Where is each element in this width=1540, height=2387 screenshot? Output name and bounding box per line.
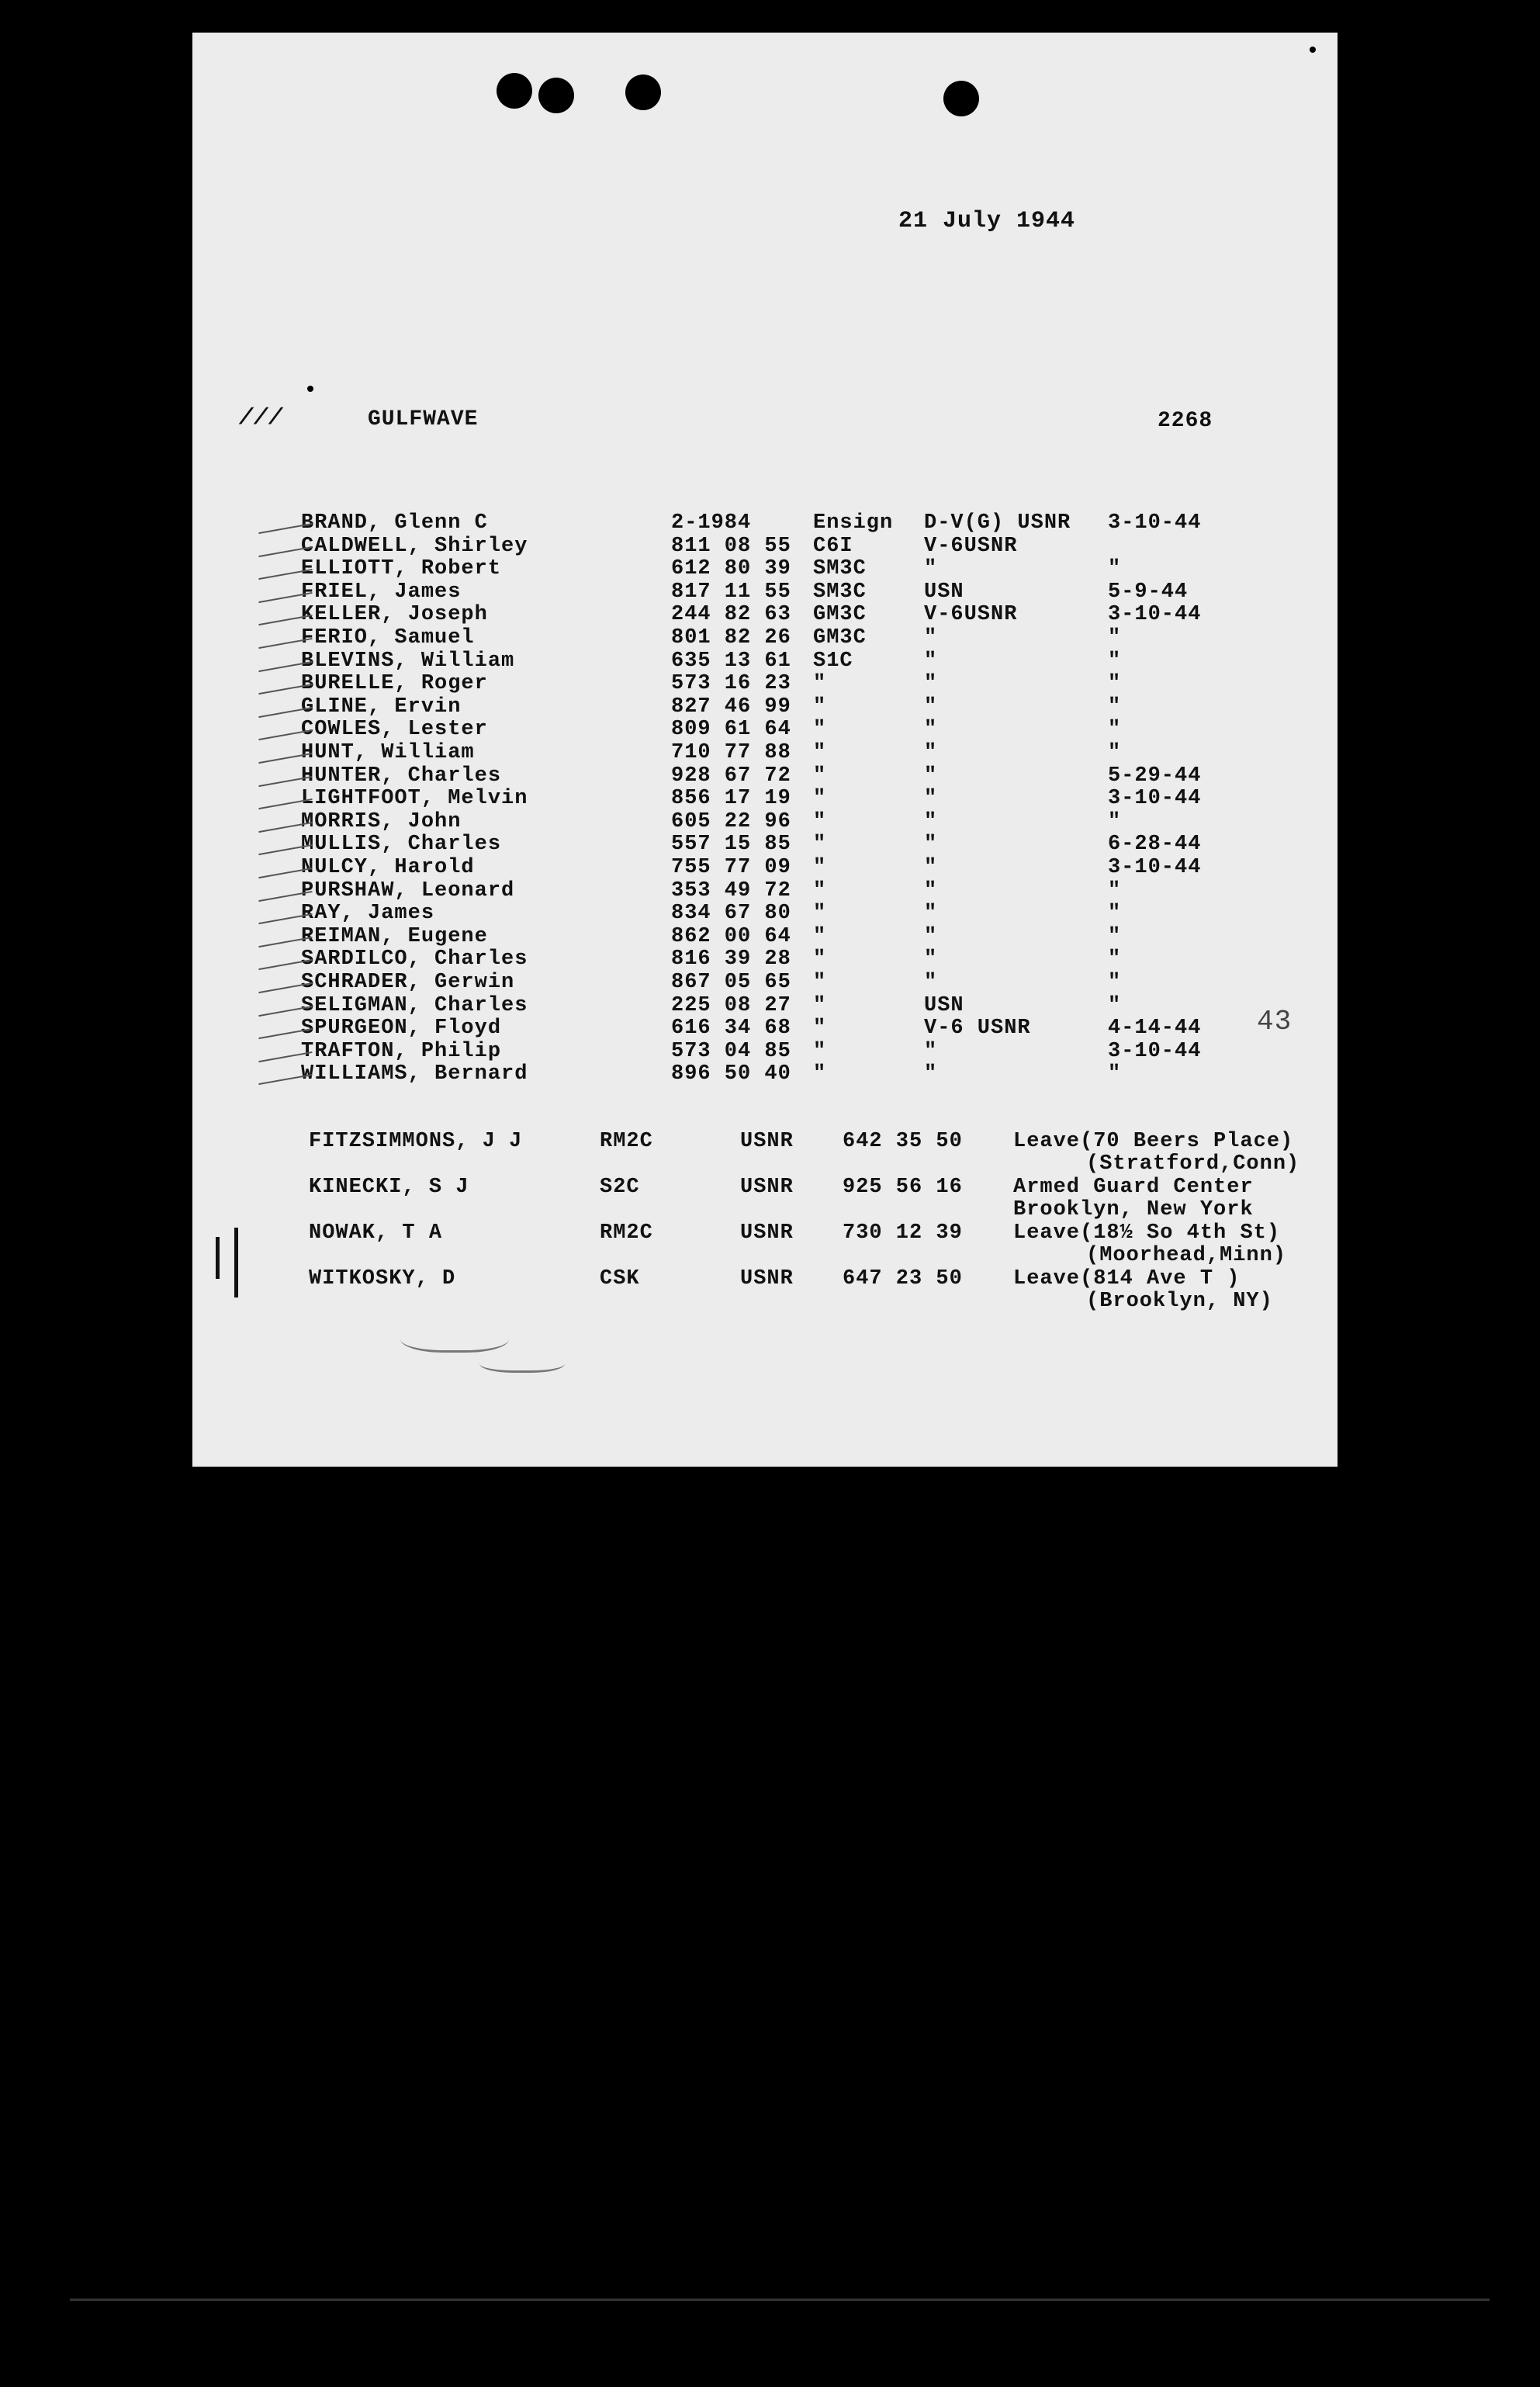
roster-service: ": [924, 764, 938, 788]
roster-rate: SM3C: [813, 557, 867, 581]
roster-name: PURSHAW, Leonard: [301, 878, 515, 902]
roster-date: ": [1108, 878, 1122, 902]
transfer-service: USNR: [740, 1221, 794, 1245]
film-edge: [70, 2299, 1490, 2301]
roster-service: ": [924, 924, 938, 948]
roster-service: ": [924, 809, 938, 833]
roster-row: [192, 995, 1338, 1017]
roster-rate: ": [813, 741, 827, 764]
transfer-service: USNR: [740, 1267, 794, 1291]
roster-service-number: 353 49 72: [671, 878, 791, 902]
transfer-name: KINECKI, S J: [309, 1176, 469, 1199]
roster-date: 3-10-44: [1108, 603, 1202, 627]
roster-date: 3-10-44: [1108, 856, 1202, 879]
roster-name: RAY, James: [301, 902, 435, 926]
document-page: [192, 33, 1338, 1467]
roster-row: [192, 765, 1338, 788]
roster-service-number: 573 04 85: [671, 1039, 791, 1063]
roster-name: CALDWELL, Shirley: [301, 534, 528, 558]
handwritten-initials: [400, 1319, 509, 1353]
roster-row: [192, 535, 1338, 558]
roster-name: COWLES, Lester: [301, 718, 488, 742]
roster-service-number: 244 82 63: [671, 603, 791, 627]
transfer-service: USNR: [740, 1176, 794, 1199]
roster-service: USN: [924, 580, 964, 604]
roster-date: ": [1108, 809, 1122, 833]
transfer-remark-line2: (Stratford,Conn): [1086, 1152, 1300, 1176]
roster-row: [192, 811, 1338, 833]
roster-name: HUNTER, Charles: [301, 764, 502, 788]
roster-service-number: 896 50 40: [671, 1062, 791, 1086]
transfer-service-number: 642 35 50: [843, 1130, 963, 1153]
roster-service-number: 557 15 85: [671, 833, 791, 857]
roster-rate: S1C: [813, 649, 853, 673]
transfer-rate: S2C: [600, 1176, 640, 1199]
transfer-remark: Leave(70 Beers Place): [1013, 1130, 1294, 1153]
transfer-name: WITKOSKY, D: [309, 1267, 456, 1291]
transfer-service-number: 647 23 50: [843, 1267, 963, 1291]
roster-service-number: 605 22 96: [671, 809, 791, 833]
roster-row: [192, 926, 1338, 948]
roster-rate: GM3C: [813, 626, 867, 650]
roster-name: BRAND, Glenn C: [301, 511, 488, 535]
roster-service: ": [924, 1062, 938, 1086]
roster-service: V-6USNR: [924, 534, 1018, 558]
roster-service: ": [924, 1039, 938, 1063]
roster-rate: ": [813, 924, 827, 948]
roster-date: ": [1108, 741, 1122, 764]
speck: [1310, 47, 1316, 53]
roster-service: ": [924, 856, 938, 879]
roster-row: [192, 742, 1338, 764]
ship-name: GULFWAVE: [368, 407, 479, 431]
roster-service-number: 827 46 99: [671, 695, 791, 719]
roster-service: ": [924, 833, 938, 857]
speck: [307, 386, 313, 392]
roster-service: ": [924, 902, 938, 926]
document-number: 2268: [1158, 409, 1213, 433]
roster-date: 3-10-44: [1108, 1039, 1202, 1063]
roster-date: ": [1108, 557, 1122, 581]
roster-service-number: 635 13 61: [671, 649, 791, 673]
roster-date: ": [1108, 948, 1122, 972]
roster-rate: ": [813, 1039, 827, 1063]
page-number: 43: [1257, 1006, 1293, 1038]
roster-row: [192, 512, 1338, 535]
roster-rate: ": [813, 695, 827, 719]
transfer-service: USNR: [740, 1130, 794, 1153]
roster-service-number: 811 08 55: [671, 534, 791, 558]
roster-service-number: 755 77 09: [671, 856, 791, 879]
roster-service-number: 612 80 39: [671, 557, 791, 581]
roster-name: FERIO, Samuel: [301, 626, 475, 650]
roster-row: [192, 696, 1338, 719]
roster-rate: SM3C: [813, 580, 867, 604]
roster-service-number: 816 39 28: [671, 948, 791, 972]
roster-rate: ": [813, 833, 827, 857]
handwritten-initials: [479, 1350, 565, 1373]
roster-rate: ": [813, 993, 827, 1017]
roster-name: MORRIS, John: [301, 809, 462, 833]
roster-service-number: 856 17 19: [671, 787, 791, 811]
roster-row: [192, 650, 1338, 673]
roster-service-number: 867 05 65: [671, 971, 791, 994]
punch-hole-3: [625, 74, 661, 110]
roster-date: 4-14-44: [1108, 1017, 1202, 1041]
roster-service-number: 817 11 55: [671, 580, 791, 604]
roster-name: BLEVINS, William: [301, 649, 515, 673]
roster-service-number: 710 77 88: [671, 741, 791, 764]
roster-service: ": [924, 948, 938, 972]
roster-name: NULCY, Harold: [301, 856, 475, 879]
transfer-remark-line2: (Moorhead,Minn): [1086, 1244, 1287, 1267]
transfer-name: NOWAK, T A: [309, 1221, 443, 1245]
roster-service-number: 573 16 23: [671, 672, 791, 696]
roster-name: HUNT, William: [301, 741, 475, 764]
transfer-rate: RM2C: [600, 1221, 653, 1245]
transfer-service-number: 730 12 39: [843, 1221, 963, 1245]
roster-name: KELLER, Joseph: [301, 603, 488, 627]
margin-mark: ///: [239, 405, 284, 431]
roster-rate: ": [813, 764, 827, 788]
transfer-rate: RM2C: [600, 1130, 653, 1153]
roster-rate: ": [813, 971, 827, 994]
roster-name: SARDILCO, Charles: [301, 948, 528, 972]
roster-rate: ": [813, 809, 827, 833]
roster-name: FRIEL, James: [301, 580, 462, 604]
roster-rate: ": [813, 672, 827, 696]
margin-bracket: [216, 1237, 220, 1279]
margin-bracket: [234, 1228, 238, 1297]
roster-service: ": [924, 557, 938, 581]
roster-rate: ": [813, 1062, 827, 1086]
roster-service: ": [924, 741, 938, 764]
document-date: 21 July 1944: [898, 208, 1076, 234]
roster-row: [192, 627, 1338, 650]
transfer-remark: Armed Guard Center: [1013, 1176, 1254, 1199]
roster-rate: GM3C: [813, 603, 867, 627]
roster-service: V-6 USNR: [924, 1017, 1031, 1041]
roster-date: 5-9-44: [1108, 580, 1189, 604]
roster-service-number: 225 08 27: [671, 993, 791, 1017]
roster-date: ": [1108, 626, 1122, 650]
roster-row: [192, 581, 1338, 604]
roster-rate: ": [813, 787, 827, 811]
roster-service: ": [924, 787, 938, 811]
roster-row: [192, 673, 1338, 695]
roster-date: ": [1108, 1062, 1122, 1086]
roster-date: 5-29-44: [1108, 764, 1202, 788]
roster-row: [192, 788, 1338, 810]
roster-row: [192, 1017, 1338, 1040]
roster-service-number: 809 61 64: [671, 718, 791, 742]
roster-service: ": [924, 971, 938, 994]
roster-service: ": [924, 672, 938, 696]
roster-name: BURELLE, Roger: [301, 672, 488, 696]
transfer-remark: Leave(18½ So 4th St): [1013, 1221, 1281, 1245]
roster-service-number: 616 34 68: [671, 1017, 791, 1041]
roster-date: ": [1108, 993, 1122, 1017]
roster-service: ": [924, 878, 938, 902]
roster-date: 3-10-44: [1108, 787, 1202, 811]
roster-name: SCHRADER, Gerwin: [301, 971, 515, 994]
roster-row: [192, 948, 1338, 971]
roster-row: [192, 857, 1338, 879]
roster-name: TRAFTON, Philip: [301, 1039, 502, 1063]
roster-row: [192, 902, 1338, 925]
transfer-remark: Leave(814 Ave T ): [1013, 1267, 1241, 1291]
roster-rate: ": [813, 856, 827, 879]
roster-service-number: 928 67 72: [671, 764, 791, 788]
transfer-rate: CSK: [600, 1267, 640, 1291]
roster-date: ": [1108, 649, 1122, 673]
roster-date: ": [1108, 902, 1122, 926]
roster-rate: ": [813, 948, 827, 972]
transfer-remark-line2: Brooklyn, New York: [1013, 1198, 1254, 1221]
roster-date: 6-28-44: [1108, 833, 1202, 857]
transfer-name: FITZSIMMONS, J J: [309, 1130, 523, 1153]
roster-service-number: 862 00 64: [671, 924, 791, 948]
roster-row: [192, 880, 1338, 902]
roster-name: WILLIAMS, Bernard: [301, 1062, 528, 1086]
roster-name: ELLIOTT, Robert: [301, 557, 502, 581]
roster-row: [192, 972, 1338, 994]
roster-row: [192, 1063, 1338, 1086]
roster-row: [192, 604, 1338, 626]
roster-service: ": [924, 718, 938, 742]
roster-service: USN: [924, 993, 964, 1017]
roster-name: SPURGEON, Floyd: [301, 1017, 502, 1041]
roster-service-number: 2-1984: [671, 511, 752, 535]
roster-rate: ": [813, 718, 827, 742]
roster-name: REIMAN, Eugene: [301, 924, 488, 948]
roster-rate: ": [813, 878, 827, 902]
roster-date: ": [1108, 672, 1122, 696]
roster-rate: Ensign: [813, 511, 894, 535]
roster-rate: C6I: [813, 534, 853, 558]
roster-service-number: 834 67 80: [671, 902, 791, 926]
roster-name: MULLIS, Charles: [301, 833, 502, 857]
roster-service-number: 801 82 26: [671, 626, 791, 650]
roster-service: ": [924, 649, 938, 673]
roster-date: ": [1108, 718, 1122, 742]
roster-service: V-6USNR: [924, 603, 1018, 627]
roster-name: GLINE, Ervin: [301, 695, 462, 719]
punch-hole-4: [943, 81, 979, 116]
roster-date: ": [1108, 695, 1122, 719]
roster-row: [192, 719, 1338, 741]
roster-row: [192, 833, 1338, 856]
punch-hole-2: [538, 78, 574, 113]
roster-rate: ": [813, 1017, 827, 1041]
punch-hole-1: [497, 73, 532, 109]
roster-date: 3-10-44: [1108, 511, 1202, 535]
roster-date: ": [1108, 924, 1122, 948]
transfer-service-number: 925 56 16: [843, 1176, 963, 1199]
roster-service: D-V(G) USNR: [924, 511, 1071, 535]
roster-service: ": [924, 626, 938, 650]
roster-rate: ": [813, 902, 827, 926]
roster-row: [192, 1041, 1338, 1063]
roster-name: SELIGMAN, Charles: [301, 993, 528, 1017]
roster-date: ": [1108, 971, 1122, 994]
transfer-remark-line2: (Brooklyn, NY): [1086, 1290, 1273, 1313]
roster-name: LIGHTFOOT, Melvin: [301, 787, 528, 811]
roster-row: [192, 558, 1338, 580]
roster-service: ": [924, 695, 938, 719]
